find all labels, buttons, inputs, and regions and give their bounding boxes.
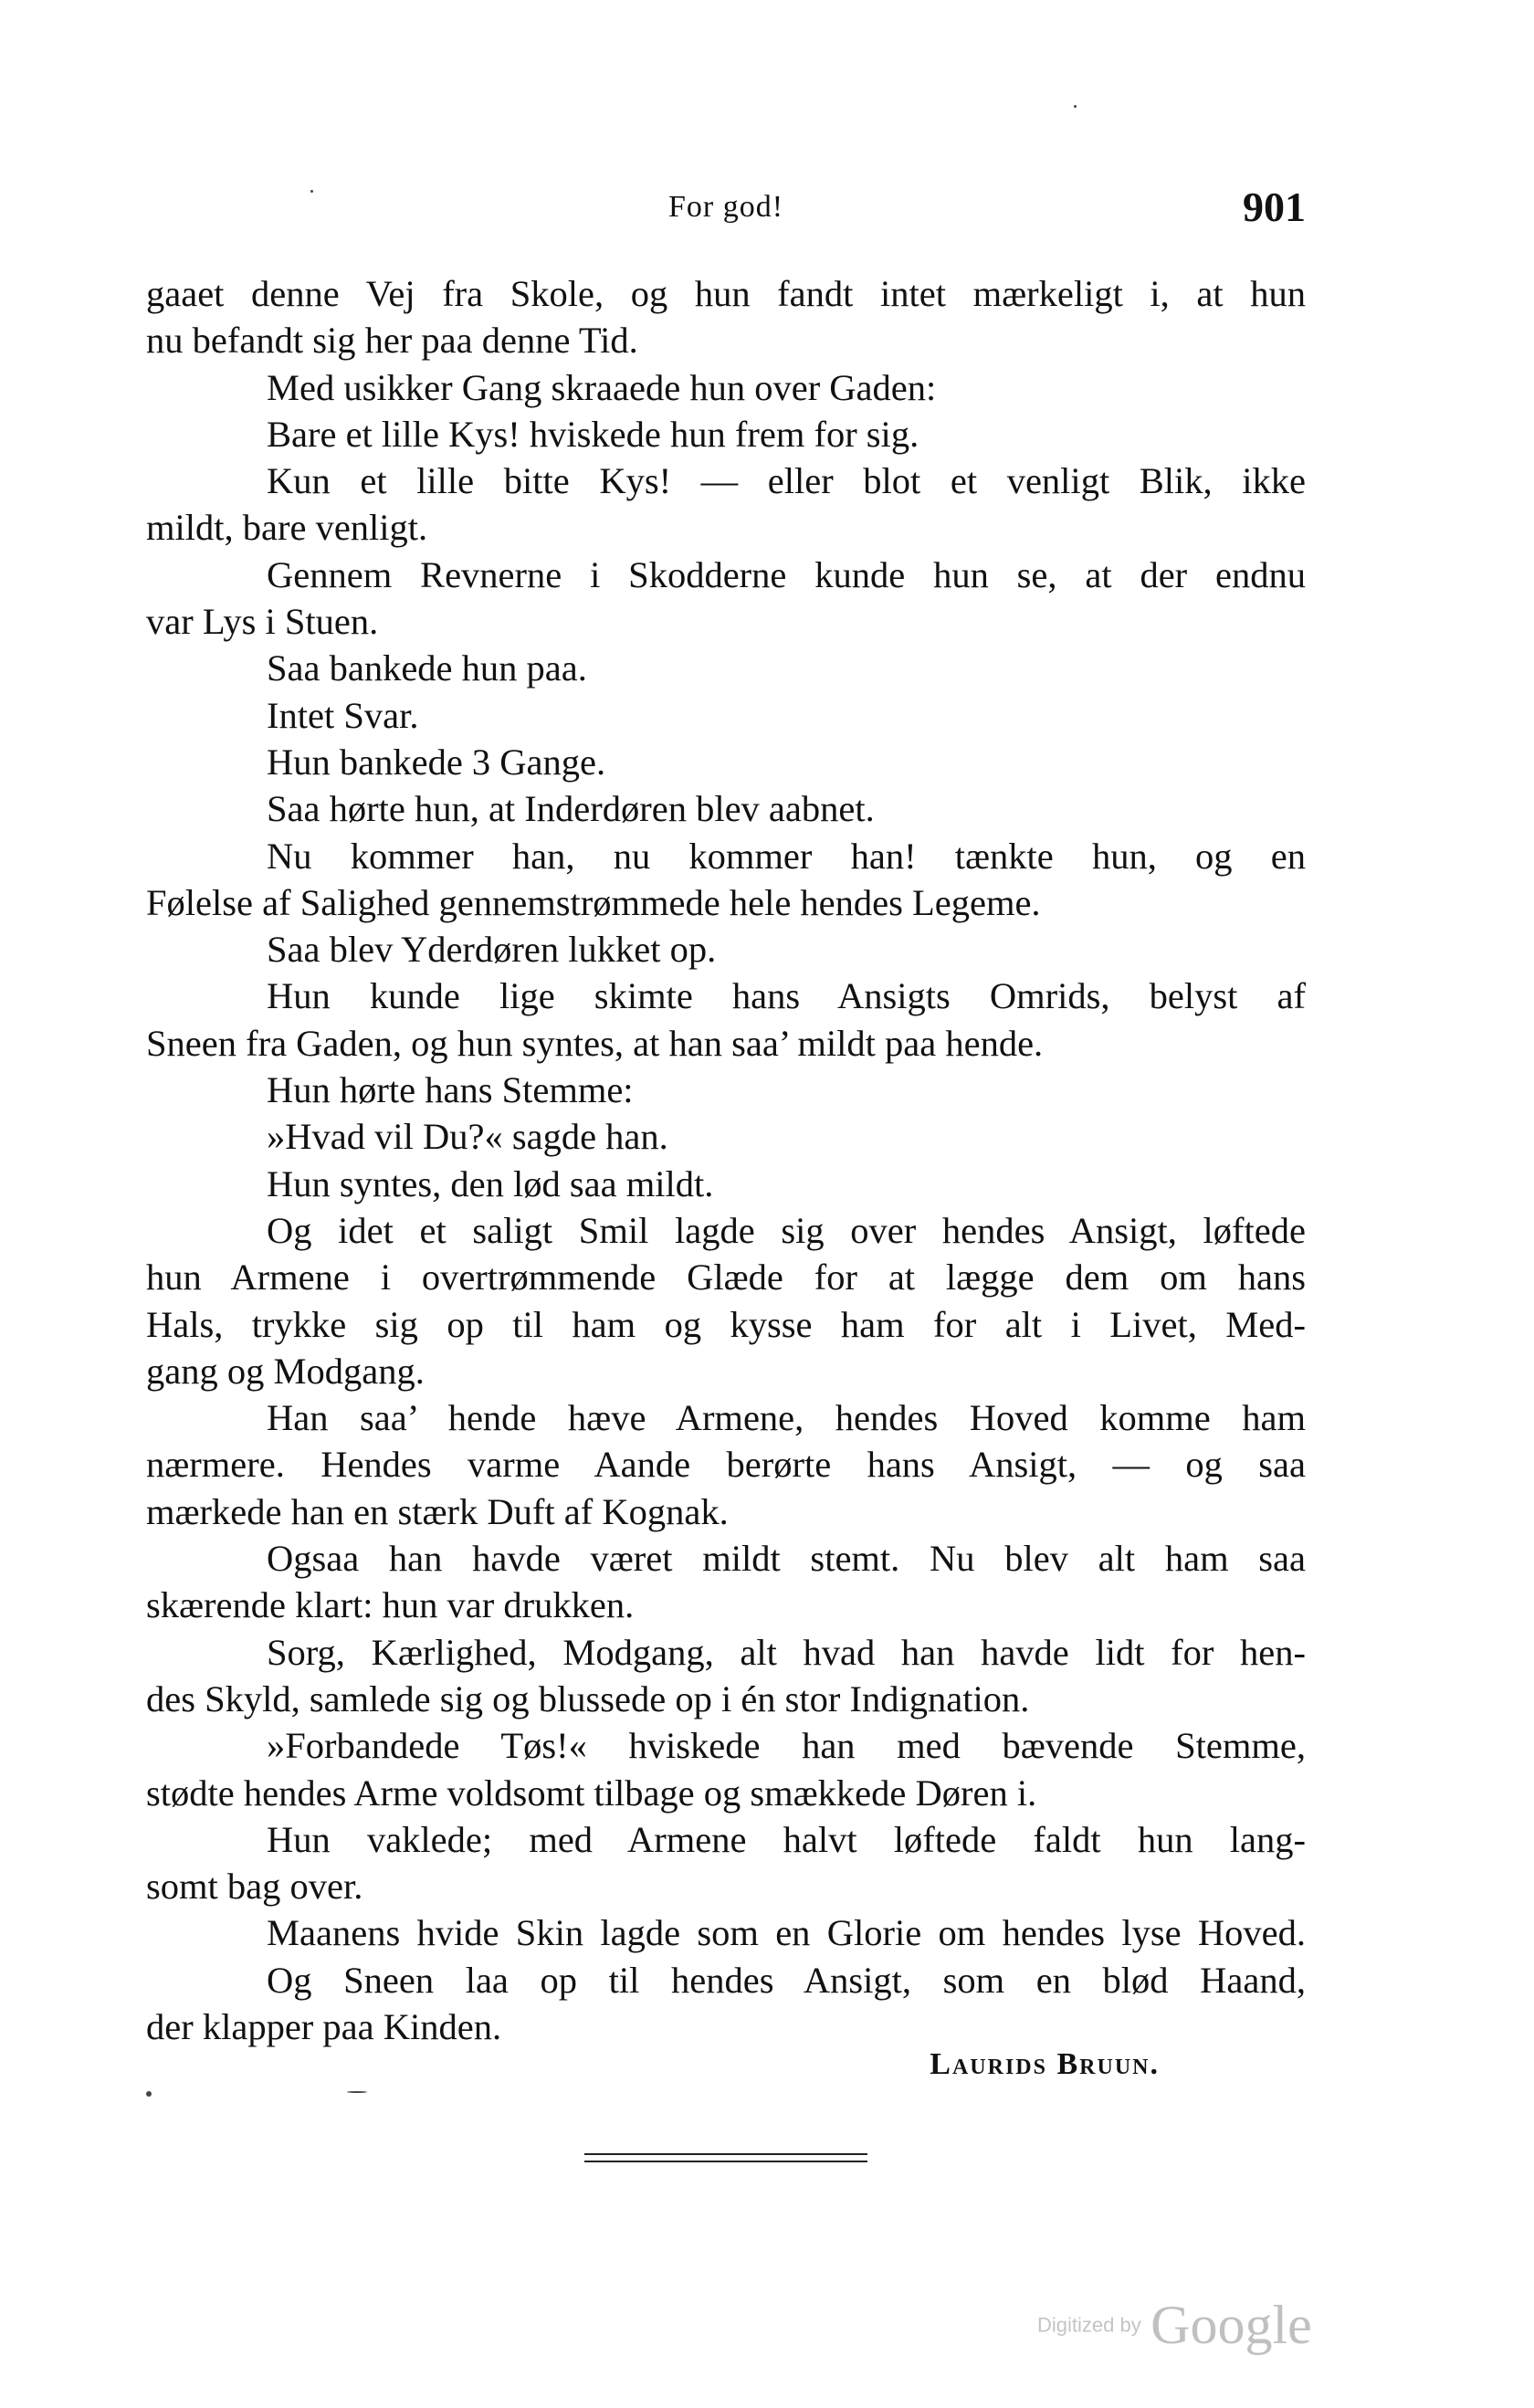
text-line: Gennem Revnerne i Skodderne kunde hun se, at der endnu bbox=[267, 553, 1306, 595]
text-line: Nu kommer han, nu kommer han! tænkte hun, og en bbox=[267, 835, 1306, 877]
text-line: skærende klart: hun var drukken. bbox=[146, 1584, 635, 1626]
running-head bbox=[146, 183, 1306, 247]
text-line: Med usikker Gang skraaede hun over Gaden: bbox=[267, 366, 937, 408]
text-line: Saa blev Yderdøren lukket op. bbox=[267, 929, 717, 971]
text-line: Han saa’ hende hæve Armene, hendes Hoved komme ham bbox=[267, 1397, 1306, 1439]
text-line: Hun syntes, den lød saa mildt. bbox=[267, 1162, 714, 1204]
text-line: gaaet denne Vej fra Skole, og hun fandt intet mærkeligt i, at hun bbox=[146, 273, 1306, 314]
text-line: der klapper paa Kinden. bbox=[146, 2005, 502, 2047]
text-line: Intet Svar. bbox=[267, 694, 419, 736]
text-line: somt bag over. bbox=[146, 1866, 363, 1908]
text-line: Kun et lille bitte Kys! — eller blot et venligt Blik, ikke bbox=[267, 460, 1306, 502]
text-line: Maanens hvide Skin lagde som en Glorie om hendes lyse Hoved. bbox=[267, 1912, 1306, 1954]
print-speck bbox=[1074, 105, 1077, 108]
text-line: »Forbandede Tøs!« hviskede han med bævende Stemme, bbox=[267, 1725, 1306, 1767]
print-speck bbox=[347, 2091, 367, 2093]
text-line: Og idet et saligt Smil lagde sig over hendes Ansigt, løftede bbox=[267, 1209, 1306, 1251]
section-divider bbox=[584, 2153, 867, 2162]
text-line: stødte hendes Arme voldsomt tilbage og smækkede Døren i. bbox=[146, 1772, 1037, 1814]
print-speck bbox=[310, 190, 313, 193]
digitized-watermark bbox=[1037, 2294, 1312, 2355]
page-number: 901 bbox=[1243, 184, 1306, 230]
text-line: Saa hørte hun, at Inderdøren blev aabnet. bbox=[267, 788, 875, 830]
author-signature: Laurids Bruun. bbox=[930, 2047, 1160, 2081]
text-line: mildt, bare venligt. bbox=[146, 507, 428, 549]
text-line: nu befandt sig her paa denne Tid. bbox=[146, 320, 638, 362]
text-line: des Skyld, samlede sig og blussede op i én stor Indignation. bbox=[146, 1677, 1030, 1719]
text-line: Hun vaklede; med Armene halvt løftede faldt hun lang- bbox=[267, 1818, 1306, 1860]
text-line: hun Armene i overtrømmende Glæde for at lægge dem om hans bbox=[146, 1257, 1306, 1299]
text-line: gang og Modgang. bbox=[146, 1350, 425, 1392]
text-line: nærmere. Hendes varme Aande berørte hans Ansigt, — og saa bbox=[146, 1444, 1306, 1486]
text-line: var Lys i Stuen. bbox=[146, 601, 379, 643]
google-logo: Google bbox=[1150, 2295, 1312, 2355]
text-line: mærkede han en stærk Duft af Kognak. bbox=[146, 1490, 729, 1532]
digitized-label: Digitized by bbox=[1037, 2313, 1141, 2337]
text-line: »Hvad vil Du?« sagde han. bbox=[267, 1116, 668, 1158]
text-line: Sorg, Kærlighed, Modgang, alt hvad han havde lidt for hen- bbox=[267, 1631, 1306, 1673]
text-line: Ogsaa han havde været mildt stemt. Nu blev alt ham saa bbox=[267, 1538, 1306, 1580]
body-text bbox=[146, 270, 1306, 2050]
text-line: Hals, trykke sig op til ham og kysse ham for alt i Livet, Med- bbox=[146, 1303, 1306, 1345]
text-line: Saa bankede hun paa. bbox=[267, 647, 587, 689]
running-title: For god! bbox=[667, 190, 784, 224]
text-line: Hun bankede 3 Gange. bbox=[267, 741, 606, 783]
text-line: Sneen fra Gaden, og hun syntes, at han saa’ mildt paa hende. bbox=[146, 1022, 1044, 1064]
text-line: Hun kunde lige skimte hans Ansigts Omrids, belyst af bbox=[267, 975, 1306, 1017]
text-line: Hun hørte hans Stemme: bbox=[267, 1069, 634, 1111]
text-line: Og Sneen laa op til hendes Ansigt, som en blød Haand, bbox=[267, 1959, 1306, 2001]
text-line: Bare et lille Kys! hviskede hun frem for sig. bbox=[267, 413, 919, 455]
print-speck bbox=[146, 2091, 152, 2097]
text-line: Følelse af Salighed gennemstrømmede hele hendes Legeme. bbox=[146, 881, 1041, 923]
